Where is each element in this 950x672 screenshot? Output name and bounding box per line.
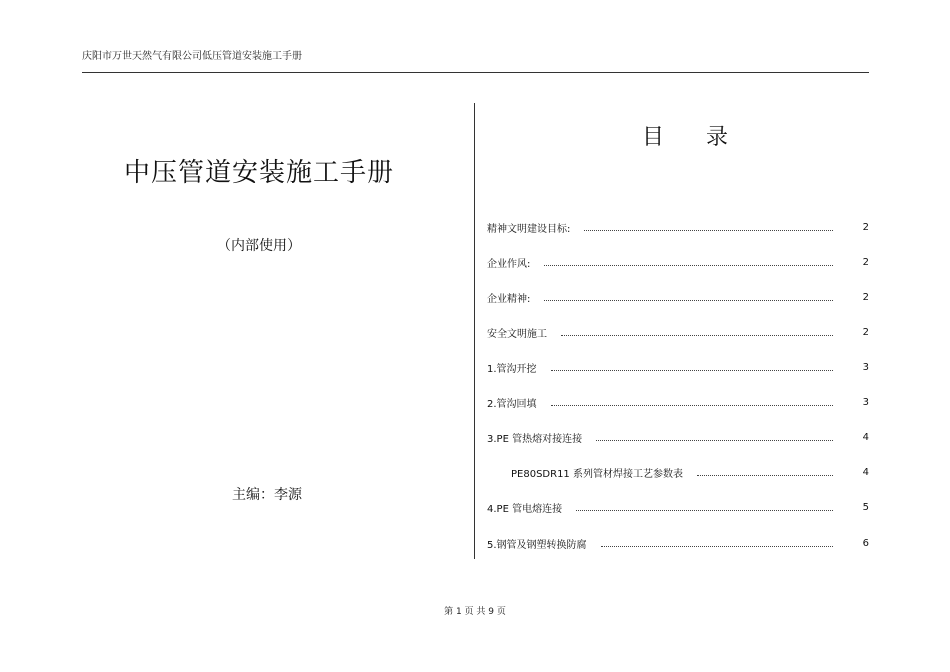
toc-entry-page: 5 bbox=[862, 501, 869, 513]
page-footer: 第 1 页 共 9 页 bbox=[444, 607, 506, 617]
toc-entry-label: 1.管沟开挖 bbox=[487, 363, 537, 375]
toc-entry[interactable] bbox=[487, 463, 869, 481]
toc-entry-label: 4.PE 管电熔连接 bbox=[487, 503, 563, 515]
cover-subtitle: （内部使用） bbox=[217, 238, 301, 254]
toc-leader-dots bbox=[561, 334, 833, 336]
toc-leader-dots bbox=[576, 509, 833, 511]
toc-entry-label: 企业作风: bbox=[487, 258, 531, 270]
toc-leader-dots bbox=[697, 474, 833, 476]
toc-entry-page: 6 bbox=[862, 537, 869, 549]
toc-entry-page: 2 bbox=[862, 256, 869, 268]
toc-leader-dots bbox=[596, 439, 833, 441]
toc-title bbox=[560, 120, 810, 151]
toc-title-char: 录 bbox=[706, 125, 729, 150]
toc-entry[interactable] bbox=[487, 393, 869, 411]
toc-entry-label: 企业精神: bbox=[487, 293, 531, 305]
toc-entry-label: 精神文明建设目标: bbox=[487, 223, 571, 235]
toc-entry[interactable] bbox=[487, 253, 869, 271]
toc-entry[interactable] bbox=[487, 323, 869, 341]
cover-title: 中压管道安装施工手册 bbox=[123, 158, 394, 188]
toc-entry-page: 2 bbox=[862, 221, 869, 233]
toc-leader-dots bbox=[584, 229, 833, 231]
toc-entry-page: 3 bbox=[862, 396, 869, 408]
toc-leader-dots bbox=[551, 404, 833, 406]
toc-entry-page: 3 bbox=[862, 361, 869, 373]
toc-entry[interactable] bbox=[487, 218, 869, 236]
toc-leader-dots bbox=[551, 369, 833, 371]
toc-entry-page: 2 bbox=[862, 326, 869, 338]
toc-entry[interactable] bbox=[487, 288, 869, 306]
column-divider bbox=[474, 103, 475, 559]
toc-leader-dots bbox=[544, 264, 833, 266]
toc-leader-dots bbox=[544, 299, 833, 301]
toc-leader-dots bbox=[601, 545, 833, 547]
toc-entry[interactable] bbox=[487, 358, 869, 376]
toc-entry-page: 4 bbox=[862, 431, 869, 443]
header-rule bbox=[82, 72, 869, 73]
toc-entry-page: 2 bbox=[862, 291, 869, 303]
toc-entry-label: 安全文明施工 bbox=[487, 328, 547, 340]
toc-entry[interactable] bbox=[487, 428, 869, 446]
toc-entry[interactable] bbox=[487, 498, 869, 516]
header-title: 庆阳市万世天然气有限公司低压管道安装施工手册 bbox=[82, 51, 302, 62]
toc-entry-label: 2.管沟回填 bbox=[487, 398, 537, 410]
toc-entry-page: 4 bbox=[862, 466, 869, 478]
cover-editor: 主编：李源 bbox=[232, 487, 302, 503]
toc-entry-label: 3.PE 管热熔对接连接 bbox=[487, 433, 583, 445]
toc-entry-label: 5.钢管及钢塑转换防腐 bbox=[487, 539, 587, 551]
toc-entry-label: PE80SDR11 系列管材焊接工艺参数表 bbox=[511, 468, 683, 480]
toc-title-char: 目 bbox=[641, 125, 664, 150]
toc-entry[interactable] bbox=[487, 534, 869, 552]
